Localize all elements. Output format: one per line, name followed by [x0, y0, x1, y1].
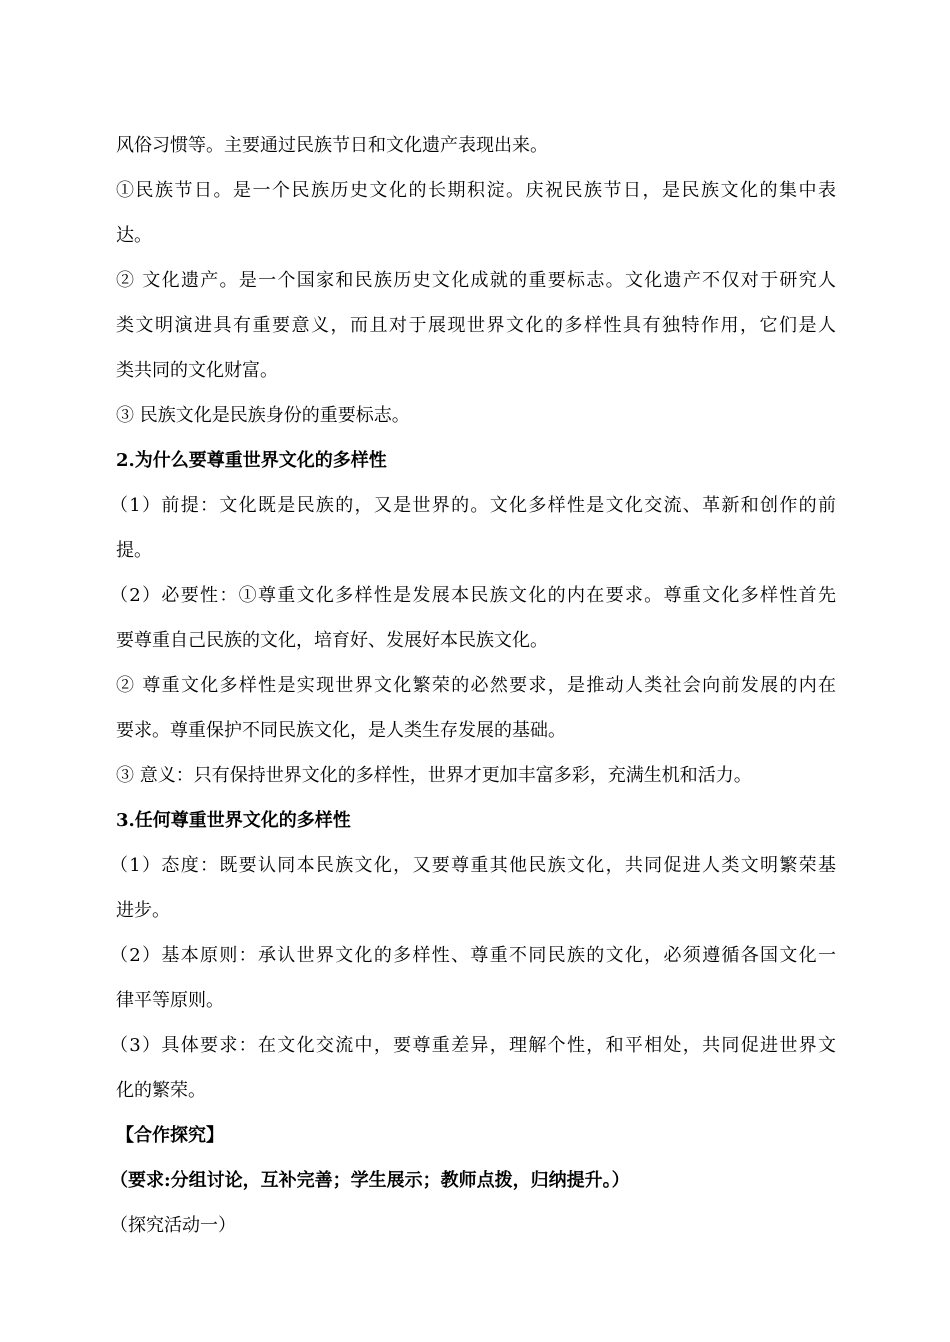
text-line: ③ 民族文化是民族身份的重要标志。 [116, 405, 410, 426]
text-line: 3.任何尊重世界文化的多样性 [116, 810, 351, 831]
text-line: ①民族节日。是一个民族历史文化的长期积淀。庆祝民族节日，是民族文化的集中表 [116, 180, 836, 201]
text-line: 【合作探究】 [116, 1125, 224, 1146]
text-line: 类文明演进具有重要意义，而且对于展现世界文化的多样性具有独特作用，它们是人 [116, 315, 836, 336]
text-line: 提。 [116, 540, 152, 561]
text-line: （探究活动一） [110, 1215, 236, 1236]
text-line: 律平等原则。 [116, 990, 224, 1011]
text-line: 类共同的文化财富。 [116, 360, 278, 381]
text-line: ② 尊重文化多样性是实现世界文化繁荣的必然要求，是推动人类社会向前发展的内在 [116, 675, 836, 696]
text-line: 2.为什么要尊重世界文化的多样性 [116, 450, 387, 471]
text-line: 进步。 [116, 900, 170, 921]
text-line: 要求。尊重保护不同民族文化，是人类生存发展的基础。 [116, 720, 566, 741]
text-line: ② 文化遗产。是一个国家和民族历史文化成就的重要标志。文化遗产不仅对于研究人 [116, 270, 836, 291]
text-line: ③ 意义：只有保持世界文化的多样性，世界才更加丰富多彩，充满生机和活力。 [116, 765, 752, 786]
text-line: （2）必要性：①尊重文化多样性是发展本民族文化的内在要求。尊重文化多样性首先 [110, 585, 836, 606]
text-line: （1）前提：文化既是民族的，又是世界的。文化多样性是文化交流、革新和创作的前 [110, 495, 836, 516]
text-line: 化的繁荣。 [116, 1080, 206, 1101]
text-line: 达。 [116, 225, 152, 246]
text-line: （要求:分组讨论，互补完善；学生展示；教师点拨，归纳提升。） [110, 1170, 630, 1191]
text-line: 要尊重自己民族的文化，培育好、发展好本民族文化。 [116, 630, 548, 651]
text-line: （1）态度：既要认同本民族文化，又要尊重其他民族文化，共同促进人类文明繁荣基 [110, 855, 836, 876]
text-line: （3）具体要求：在文化交流中，要尊重差异，理解个性，和平相处，共同促进世界文 [110, 1035, 836, 1056]
text-line: （2）基本原则：承认世界文化的多样性、尊重不同民族的文化，必须遵循各国文化一 [110, 945, 836, 966]
text-line: 风俗习惯等。主要通过民族节日和文化遗产表现出来。 [116, 135, 548, 156]
